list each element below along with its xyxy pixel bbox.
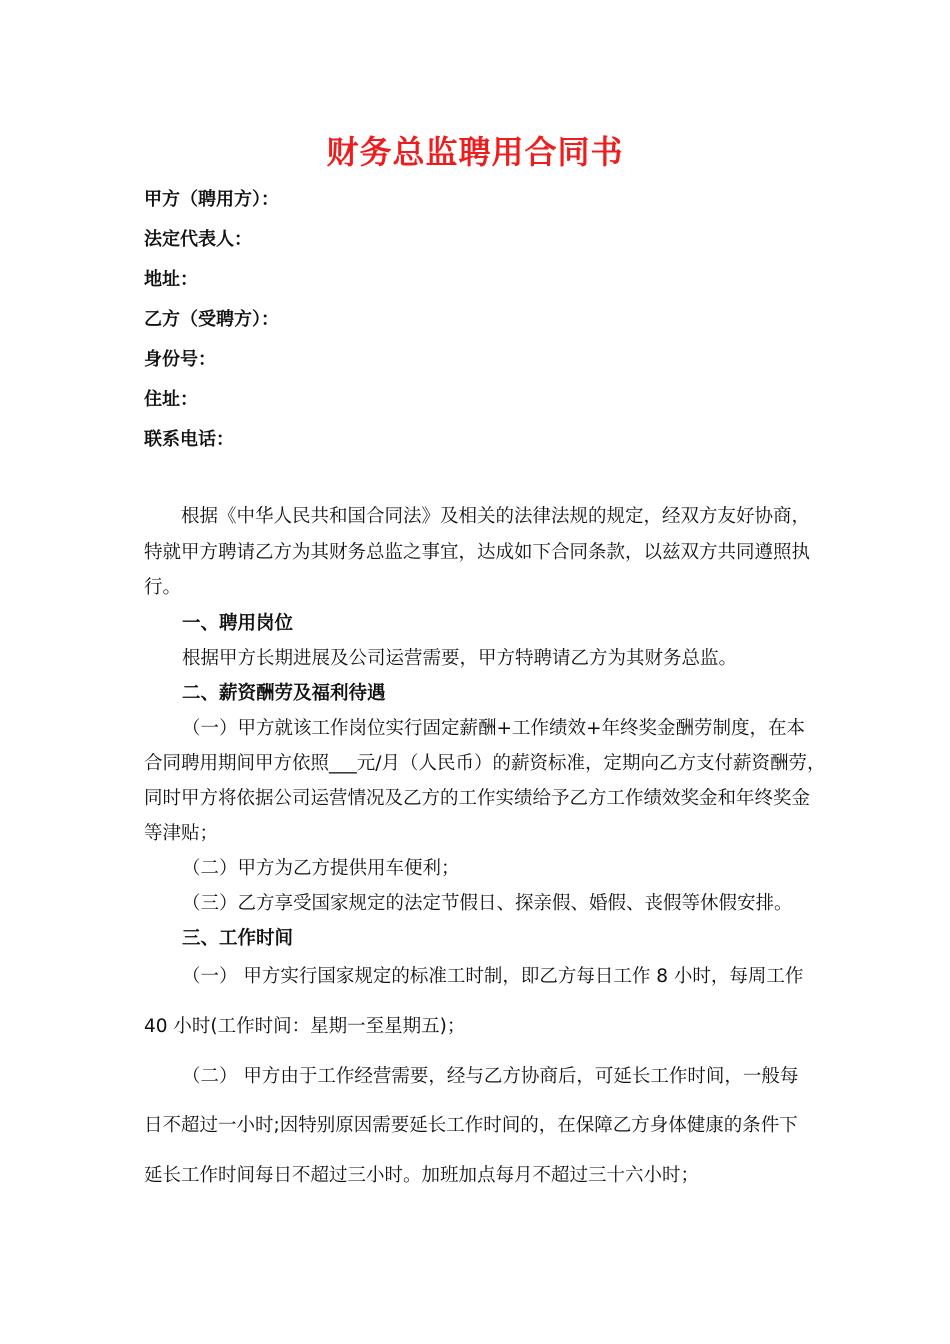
address-field: 地址：: [144, 269, 198, 290]
section-text: 40 小时(工作时间：星期一至星期五)；: [144, 1016, 466, 1037]
section-text: 根据甲方长期进展及公司运营需要，甲方特聘请乙方为其财务总监。: [182, 648, 738, 669]
intro-line: 特就甲方聘请乙方为其财务总监之事宜，达成如下合同条款，以兹双方共同遵照执: [144, 542, 811, 563]
section-text: （一） 甲方实行国家规定的标准工时制，即乙方每日工作 8 小时，每周工作: [182, 966, 804, 987]
section-text: 日不超过一小时;因特别原因需要延长工作时间的，在保障乙方身体健康的条件下: [144, 1115, 798, 1136]
section-text: 同时甲方将依据公司运营情况及乙方的工作实绩给予乙方工作绩效奖金和年终奖金: [144, 788, 811, 809]
party-b-field: 乙方（受聘方）：: [144, 309, 279, 330]
section-text: （三）乙方享受国家规定的法定节假日、探亲假、婚假、丧假等休假安排。: [182, 893, 793, 914]
section-text: 延长工作时间每日不超过三小时。加班加点每月不超过三十六小时；: [144, 1165, 700, 1186]
phone-field: 联系电话：: [144, 429, 234, 450]
section-text: （二） 甲方由于工作经营需要，经与乙方协商后，可延长工作时间，一般每: [182, 1066, 799, 1087]
id-number-field: 身份号：: [144, 349, 216, 370]
section-text: （二）甲方为乙方提供用车便利；: [182, 858, 460, 879]
intro-line: 根据《中华人民共和国合同法》及相关的法律法规的规定，经双方友好协商，: [144, 506, 811, 527]
section-heading: 一、聘用岗位: [182, 613, 294, 634]
residence-field: 住址：: [144, 389, 198, 410]
section-text: 等津贴；: [144, 823, 219, 844]
section-text: （一）甲方就该工作岗位实行固定薪酬+工作绩效+年终奖金酬劳制度，在本: [182, 718, 806, 739]
party-a-field: 甲方（聘用方）：: [144, 189, 279, 210]
section-heading: 二、薪资酬劳及福利待遇: [182, 683, 386, 704]
section-text: 合同聘用期间甲方依照___元/月（人民币）的薪资标准，定期向乙方支付薪资酬劳，: [144, 753, 826, 774]
section-heading: 三、工作时间: [182, 928, 294, 949]
document-title: 财务总监聘用合同书: [326, 133, 624, 171]
intro-line: 行。: [144, 577, 182, 598]
legal-representative-field: 法定代表人：: [144, 229, 252, 250]
